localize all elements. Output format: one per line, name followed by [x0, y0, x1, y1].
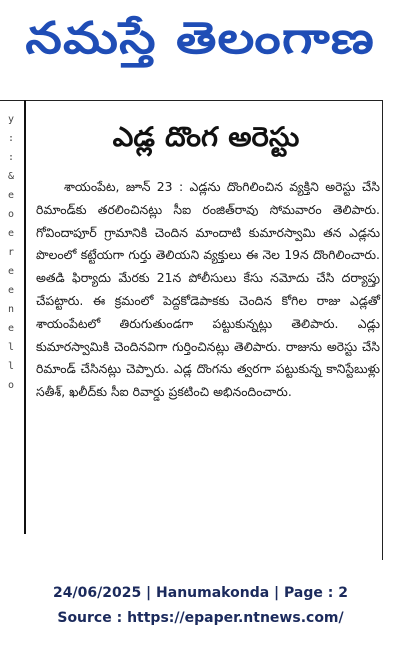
fragment-glyph: l: [7, 361, 15, 372]
fragment-glyph: r: [7, 247, 15, 258]
fragment-glyph: e: [7, 323, 15, 334]
fragment-glyph: o: [7, 380, 15, 391]
fragment-glyph: e: [7, 266, 15, 277]
fragment-glyph: :: [7, 133, 15, 144]
newspaper-logo: నమస్తే తెలంగాణ: [25, 13, 376, 64]
source-link[interactable]: Source : https://epaper.ntnews.com/: [57, 610, 344, 626]
fragment-glyph: o: [7, 209, 15, 220]
fragment-glyph: :: [7, 152, 15, 163]
fragment-glyph: n: [7, 304, 15, 315]
article-headline: ఎడ్ల దొంగ అరెస్టు: [112, 122, 300, 153]
fragment-glyph: y: [7, 114, 15, 125]
fragment-glyph: e: [7, 190, 15, 201]
fragment-glyph: l: [7, 342, 15, 353]
adjacent-column-fragment: [0, 110, 22, 530]
masthead: [0, 0, 401, 78]
fragment-glyph: e: [7, 285, 15, 296]
fragment-glyph: e: [7, 228, 15, 239]
column-divider: [24, 100, 26, 534]
fragment-glyph: &: [7, 171, 15, 182]
edition-info: 24/06/2025 | Hanumakonda | Page : 2: [53, 585, 348, 601]
article-body: శాయంపేట, జూన్ 23 : ఎడ్లను దొంగిలించిన వ్యక్తిని అరెస్టు చేసి రిమాండ్‌కు తరలించినట్లు సీఐ రంజిత్‌రావు సోమవారం తెలిపారు. గోవిందాపూర్ గ్రామానికి చెందిన మాందాటి కుమారస్వామి తన ఎడ్లను పొలంలో కట్టేయగా గుర్తు తెలియని వ్యక్తులు ఈ నెల 19న దొంగిలించారు. అతడి ఫిర్యాదు మేరకు 21న పోలీసులు కేసు నమోదు చేసి దర్యాప్తు చేపట్టారు. ఈ క్రమంలో పెద్దకోడెపాకకు చెందిన కోగిల రాజు ఎడ్లతో శాయంపేటలో తిరుగుతుండగా పట్టుకున్నట్లు తెలిపారు. ఎడ్లు కుమారస్వామికి చెందినవిగా గుర్తించినట్లు తెలిపారు. రాజును అరెస్టు చేసి రిమాండ్ చేసినట్లు చెప్పారు. ఎడ్ల దొంగను త్వరగా పట్టుకున్న కానిస్టేబుళ్లు సతీశ్, ఖలీద్‌కు సీఐ రివార్డు ప్రకటించి అభినందించారు.: [36, 179, 380, 400]
